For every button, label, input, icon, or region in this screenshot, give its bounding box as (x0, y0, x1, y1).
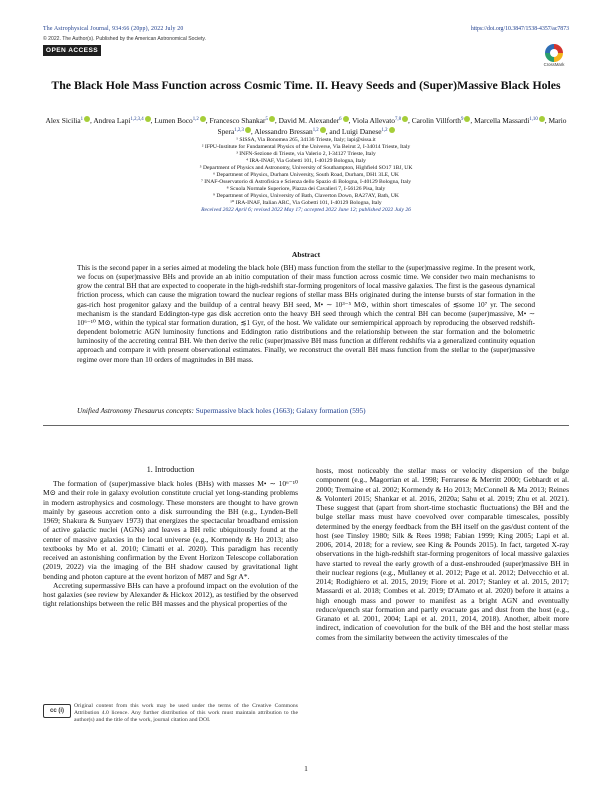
author-entry (209, 116, 274, 125)
author-entry (279, 116, 349, 125)
paper-title: The Black Hole Mass Function across Cosmic Time. II. Heavy Seeds and (Super)Massive Black Holes (51, 78, 561, 92)
author-entry (254, 127, 326, 136)
section-heading-introduction: 1. Introduction (146, 465, 195, 474)
journal-header: The Astrophysical Journal, 934:66 (20pp), 2022 July 20 (43, 26, 184, 32)
author-affiliation-marker: 1,2 (381, 128, 388, 134)
author-name: Lumen Boco (154, 116, 193, 125)
doi-link[interactable]: https://doi.org/10.3847/1538-4357/ac7873 (470, 26, 569, 32)
orcid-icon[interactable] (269, 116, 275, 122)
affiliation-line: ¹⁰ IRA-INAF, Italian ARC, Via Gobetti 101, I-40129 Bologna, Italy (230, 199, 382, 206)
author-name: Marcella Massardi (474, 116, 530, 125)
affiliation-line: ⁶ Department of Physics, Durham University, South Road, Durham, DH1 3LE, UK (213, 171, 399, 178)
author-affiliation-marker: 1,2,3,4 (130, 117, 144, 122)
author-affiliation-marker: 6 (339, 117, 342, 122)
abstract-text: This is the second paper in a series aimed at modeling the black hole (BH) mass function from the stellar to the (super)massive regime. In the present work, we focus on (super)massive BHs and provide an ab initio computation of their mass function across cosmic time. We consider two main mechanisms to grow the central BH that are expected to cooperate in the high-redshift star-forming progenitors of local massive galaxies. The first is the gaseous dynamical friction process, which can cause the migration toward the nuclear regions of stellar mass BHs originated during the intense bursts of star formation in the gas-rich host progenitor galaxy and the buildup of a central heavy BH seed, M• ∼ 10³⁻⁵ M⊙, within short timescales of ≲some 10⁷ yr. The second mechanism is the standard Eddington-type gas disk accretion onto the heavy BH seed through which the central BH can become (super)massive, M• ∼ 10⁶⁻¹⁰ M⊙, within the typical star formation duration, ≲1 Gyr, of the host. We validate our semiempirical approach by reproducing the observed redshift-dependent bolometric AGN luminosity functions and Eddington ratio distributions and the relationship between the star formation and the bolometric luminosity of the accreting central BH. We then derive the relic (super)massive BH mass function at different redshifts via a generalized continuity equation approach and compare it with present observational estimates. Finally, we reconstruct the overall BH mass function from the stellar to the (super)massive regime over more than 10 orders of magnitudes in BH mass. (77, 263, 535, 364)
affiliation-line: ⁴ IRA-INAF, Via Gobetti 101, I-40129 Bologna, Italy (246, 157, 366, 164)
received-dates: Received 2022 April 6; revised 2022 May 17; accepted 2022 June 12; published 2022 July 26 (201, 206, 411, 213)
affiliation-line: ³ INFN-Sezione di Trieste, via Valerio 2, I-34127 Trieste, Italy (236, 150, 376, 157)
intro-paragraph-2: Accreting supermassive BHs can have a profound impact on the evolution of the host galaxies (see review by Alexander & Hickox 2012), as testified by the observed tight relationships between the relic BH masses and the physical properties of the (43, 580, 298, 609)
author-entry (342, 127, 395, 136)
author-affiliation-marker: 7,8 (395, 117, 401, 122)
crossmark-label: CrossMark (543, 62, 565, 67)
author-name: Carolin Villforth (411, 116, 462, 125)
author-name: Viola Allevato (352, 116, 395, 125)
affiliations (43, 137, 569, 213)
affiliation-line: ⁷ INAF-Osservatorio di Astrofisica e Scienza dello Spazio di Bologna, I-40129 Bologna, Italy (200, 178, 412, 185)
author-name: Andrea Lapi (93, 116, 131, 125)
author-name: Alex Sicilia (45, 116, 81, 125)
author-affiliation-marker: 1,2 (192, 117, 199, 122)
author-affiliation-marker: 1 (80, 117, 84, 122)
author-affiliation-marker: 1,2,3 (234, 128, 244, 134)
intro-paragraph-1: The formation of (super)massive black holes (BHs) with masses M• ∼ 10⁶⁻¹⁰ M⊙ and their role in galaxy evolution constitute crucial yet long-standing problems in modern astrophysics and cosmology. These monsters are thought to have grown mainly by gaseous accretion onto a disk surrounding the BH (e.g., Lynden-Bell 1969; Shakura & Sunyaev 1973) that energizes the spectacular broadband emission of active galactic nuclei (AGNs) and leaves a BH relic ubiquitously found at the center of massive galaxies in the local universe (e.g., Kormendy & Ho 2013; also textbooks by Mo et al. 2010; Cimatti et al. 2020). This paradigm has recently received an astonishing confirmation by the Event Horizon Telescope collaboration (2019, 2022) via the imaging of the BH shadow caused by gravitational light bending and photon capture at the event horizon of M87 and Sgr A*. (43, 479, 298, 581)
right-column (316, 466, 569, 642)
affiliation-line: ⁸ Scuola Normale Superiore, Piazza dei Cavalieri 7, I-56126 Pisa, Italy (226, 185, 386, 192)
open-access-badge: OPEN ACCESS (43, 45, 101, 56)
author-affiliation-marker: 1,10 (529, 117, 538, 122)
author-name: Alessandro Bressan (254, 127, 313, 137)
author-entry (154, 116, 205, 125)
affiliation-line: ¹ SISSA, Via Bonomea 265, 34136 Trieste, Italy; lapi@sissa.it (236, 137, 376, 143)
abstract-heading: Abstract (291, 250, 321, 259)
license-notice (43, 703, 298, 724)
orcid-icon[interactable] (389, 127, 395, 133)
orcid-icon[interactable] (539, 116, 545, 122)
uat-concepts (77, 406, 535, 415)
intro-paragraph-3: hosts, most noticeably the stellar mass or velocity dispersion of the bulge component (e.g., Magorrian et al. 1998; Ferrarese & Merritt 2000; Gebhardt et al. 2000; Tremaine et al. 2002; Kormendy & Ho 2013; McConnell & Ma 2013; Reines & Volonteri 2015; Shankar et al. 2016, 2020a; Sahu et al. 2019; Zhu et al. 2021). These suggest that (apart from short-time stochastic fluctuations) the BH and the bulge stellar mass must have coevolved over comparable timescales, possibly determined by the energy feedback from the BH itself on the gas/dust content of the host (see Tinsley 1980; Silk & Rees 1998; Fabian 1999; King 2005; Lapi et al. 2006, 2014, 2018; for a review, see King & Pounds 2015). In fact, targeted X-ray observations in the high-redshift star-forming progenitors of local massive galaxies have started to reveal the early growth of a dust-enshrouded (super)massive BH in their nuclear regions (e.g., Mullaney et al. 2012; Page et al. 2012; Delvecchio et al. 2014; Rodighiero et al. 2015, 2019; Fiore et al. 2017; Stanley et al. 2015, 2017; Massardi et al. 2018; Combes et al. 2019; D'Amato et al. 2020) before it attains a high enough mass and power to manifest as a bright AGN and eventually reduce/quench star formation and partly evacuate gas and dust from the host (e.g., Granato et al. 2001, 2004; Lapi et al. 2011, 2014, 2018). Another, albeit more indirect, indication of coevolution for the bulk of the BH and the host stellar mass comes from the similarity between the activity timescales of the (316, 466, 569, 642)
author-entry (352, 116, 408, 125)
author-entry (412, 116, 471, 125)
left-column (43, 479, 298, 609)
orcid-icon[interactable] (84, 116, 90, 122)
crossmark-badge[interactable] (540, 44, 568, 67)
author-entry (46, 116, 91, 125)
author-affiliation-marker: 9 (461, 117, 464, 122)
orcid-icon[interactable] (200, 116, 206, 122)
license-text: Original content from this work may be used under the terms of the Creative Commons Attribution 4.0 licence. Any further distribution of this work must maintain attribution to the author(s) and the title of the work, journal citation and DOI. (74, 703, 298, 724)
author-affiliation-marker: 5 (265, 117, 268, 122)
copyright-line: © 2022. The Author(s). Published by the American Astronomical Society. (43, 36, 206, 42)
affiliation-line: ⁵ Department of Physics and Astronomy, University of Southampton, Highfield SO17 1BJ, UK (199, 164, 413, 171)
author-entry (474, 116, 545, 125)
author-name: Luigi Danese (341, 127, 382, 137)
creative-commons-icon[interactable]: cc (i) (43, 704, 71, 718)
orcid-icon[interactable] (245, 127, 251, 133)
affiliation-line: ² IFPU-Institute for Fundamental Physics of the Universe, Via Beirut 2, I-34014 Trieste, Italy (201, 143, 411, 150)
orcid-icon[interactable] (343, 116, 349, 122)
author-name: Mario Spera (217, 116, 567, 137)
affiliation-line: ⁹ Department of Physics, University of Bath, Claverton Down, BA27AY, Bath, UK (213, 192, 399, 199)
uat-concepts-links[interactable]: Supermassive black holes (1663); Galaxy formation (595) (195, 406, 366, 415)
author-list: Alex Sicilia$^1$ , Andrea Lapi$^{1,2,3,4}$ , Lumen Boco$^{1,2}$ , Francesco Shankar$^5$ , David M. Alexander$^6$ , Viola Allevato$^{7,8}$ , Carolin Villforth$^9$ , Marcella Massardi$^{1,10}$ , Mario Spera$^{1,2,3}$ , Alessandro Bressan$^{1,2}$ , and Luigi Danese$^{1,2}$ (45, 116, 567, 137)
section-divider (43, 425, 569, 426)
orcid-icon[interactable] (402, 116, 408, 122)
crossmark-icon (545, 44, 563, 62)
orcid-icon[interactable] (464, 116, 470, 122)
page-number: 1 (304, 764, 308, 773)
orcid-icon[interactable] (145, 116, 151, 122)
author-name: David M. Alexander (278, 116, 340, 125)
author-entry (93, 116, 150, 125)
orcid-icon[interactable] (320, 127, 326, 133)
uat-label: Unified Astronomy Thesaurus concepts: (77, 406, 194, 415)
author-name: Francesco Shankar (209, 116, 266, 125)
author-affiliation-marker: 1,2 (312, 128, 319, 134)
